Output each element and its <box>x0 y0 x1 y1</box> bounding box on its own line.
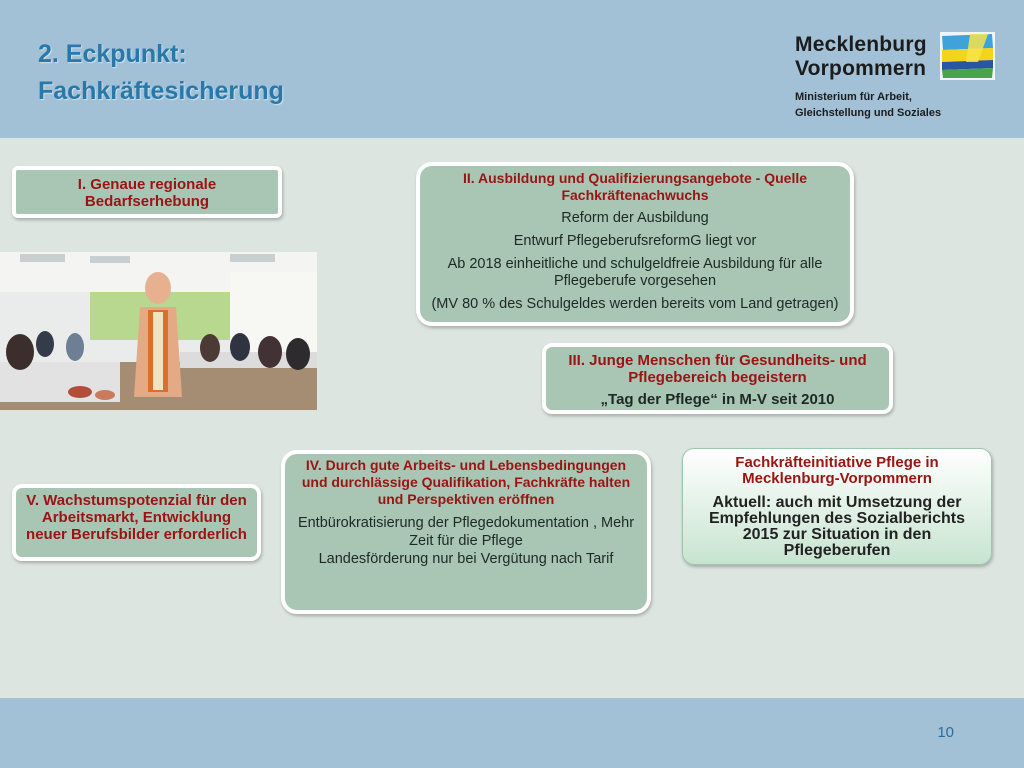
point-box-junge-menschen <box>542 343 893 414</box>
point-box-ausbildung <box>416 162 854 326</box>
point-box-text: Ab 2018 einheitliche und schulgeldfreie Ausbildung für alle Pflegeberufe vorgesehen <box>447 256 823 289</box>
state-flag-icon <box>940 32 995 80</box>
point-box-arbeitsbedingungen <box>281 450 651 614</box>
point-box-text: Landesförderung nur bei Vergütung nach Tarif <box>318 551 614 567</box>
header-bar <box>0 0 1024 138</box>
ministry-logo <box>795 30 1005 125</box>
logo-subtitle <box>795 89 941 121</box>
point-box-wachstumspotenzial <box>12 484 261 561</box>
logo-subtitle-line2: Gleichstellung und Soziales <box>795 107 942 119</box>
point-box-text: Entwurf PflegeberufsreformG liegt vor <box>513 233 757 249</box>
point-box-heading: IV. Durch gute Arbeits- und Lebensbedingungen und durchlässige Qualifikation, Fachkräfte halten und Perspektiven eröffnen <box>301 457 631 507</box>
point-box-text: Aktuell: auch mit Umsetzung der Empfehlungen des Sozialberichts 2015 zur Situation in den Pflegeberufen <box>708 494 966 559</box>
page-number: 10 <box>937 724 954 741</box>
slide-title <box>38 36 284 110</box>
point-box-text: „Tag der Pflege“ in M-V seit 2010 <box>600 391 835 408</box>
logo-text-vorpommern: Vorpommern <box>795 57 927 80</box>
point-box-heading: III. Junge Menschen für Gesundheits- und Pflegebereich begeistern <box>568 352 867 386</box>
point-box-heading: V. Wachstumspotenzial für den Arbeitsmarkt, Entwicklung neuer Berufsbilder erforderlich <box>26 492 247 543</box>
point-box-text: (MV 80 % des Schulgeldes werden bereits vom Land getragen) <box>431 296 839 312</box>
point-box-regional-bedarfserhebung <box>12 166 282 218</box>
point-box-heading: Fachkräfteinitiative Pflege in Mecklenburg-Vorpommern <box>735 454 939 487</box>
footer-bar <box>0 698 1024 768</box>
point-box-fachkraefteinitiative <box>682 448 992 565</box>
logo-subtitle-line1: Ministerium für Arbeit, <box>795 91 912 103</box>
point-box-heading: I. Genaue regionale Bedarfserhebung <box>77 176 217 210</box>
point-box-heading: II. Ausbildung und Qualifizierungsangebote - Quelle Fachkräftenachwuchs <box>462 170 808 203</box>
classroom-photo <box>0 252 317 410</box>
point-box-text: Reform der Ausbildung <box>561 210 709 226</box>
slide-title-line2: Fachkräftesicherung <box>38 77 284 105</box>
slide-title-line1: 2. Eckpunkt: <box>38 40 187 68</box>
point-box-text: Entbürokratisierung der Pflegedokumentation , Mehr Zeit für die Pflege <box>297 515 635 549</box>
logo-text-mecklenburg: Mecklenburg <box>795 33 927 56</box>
